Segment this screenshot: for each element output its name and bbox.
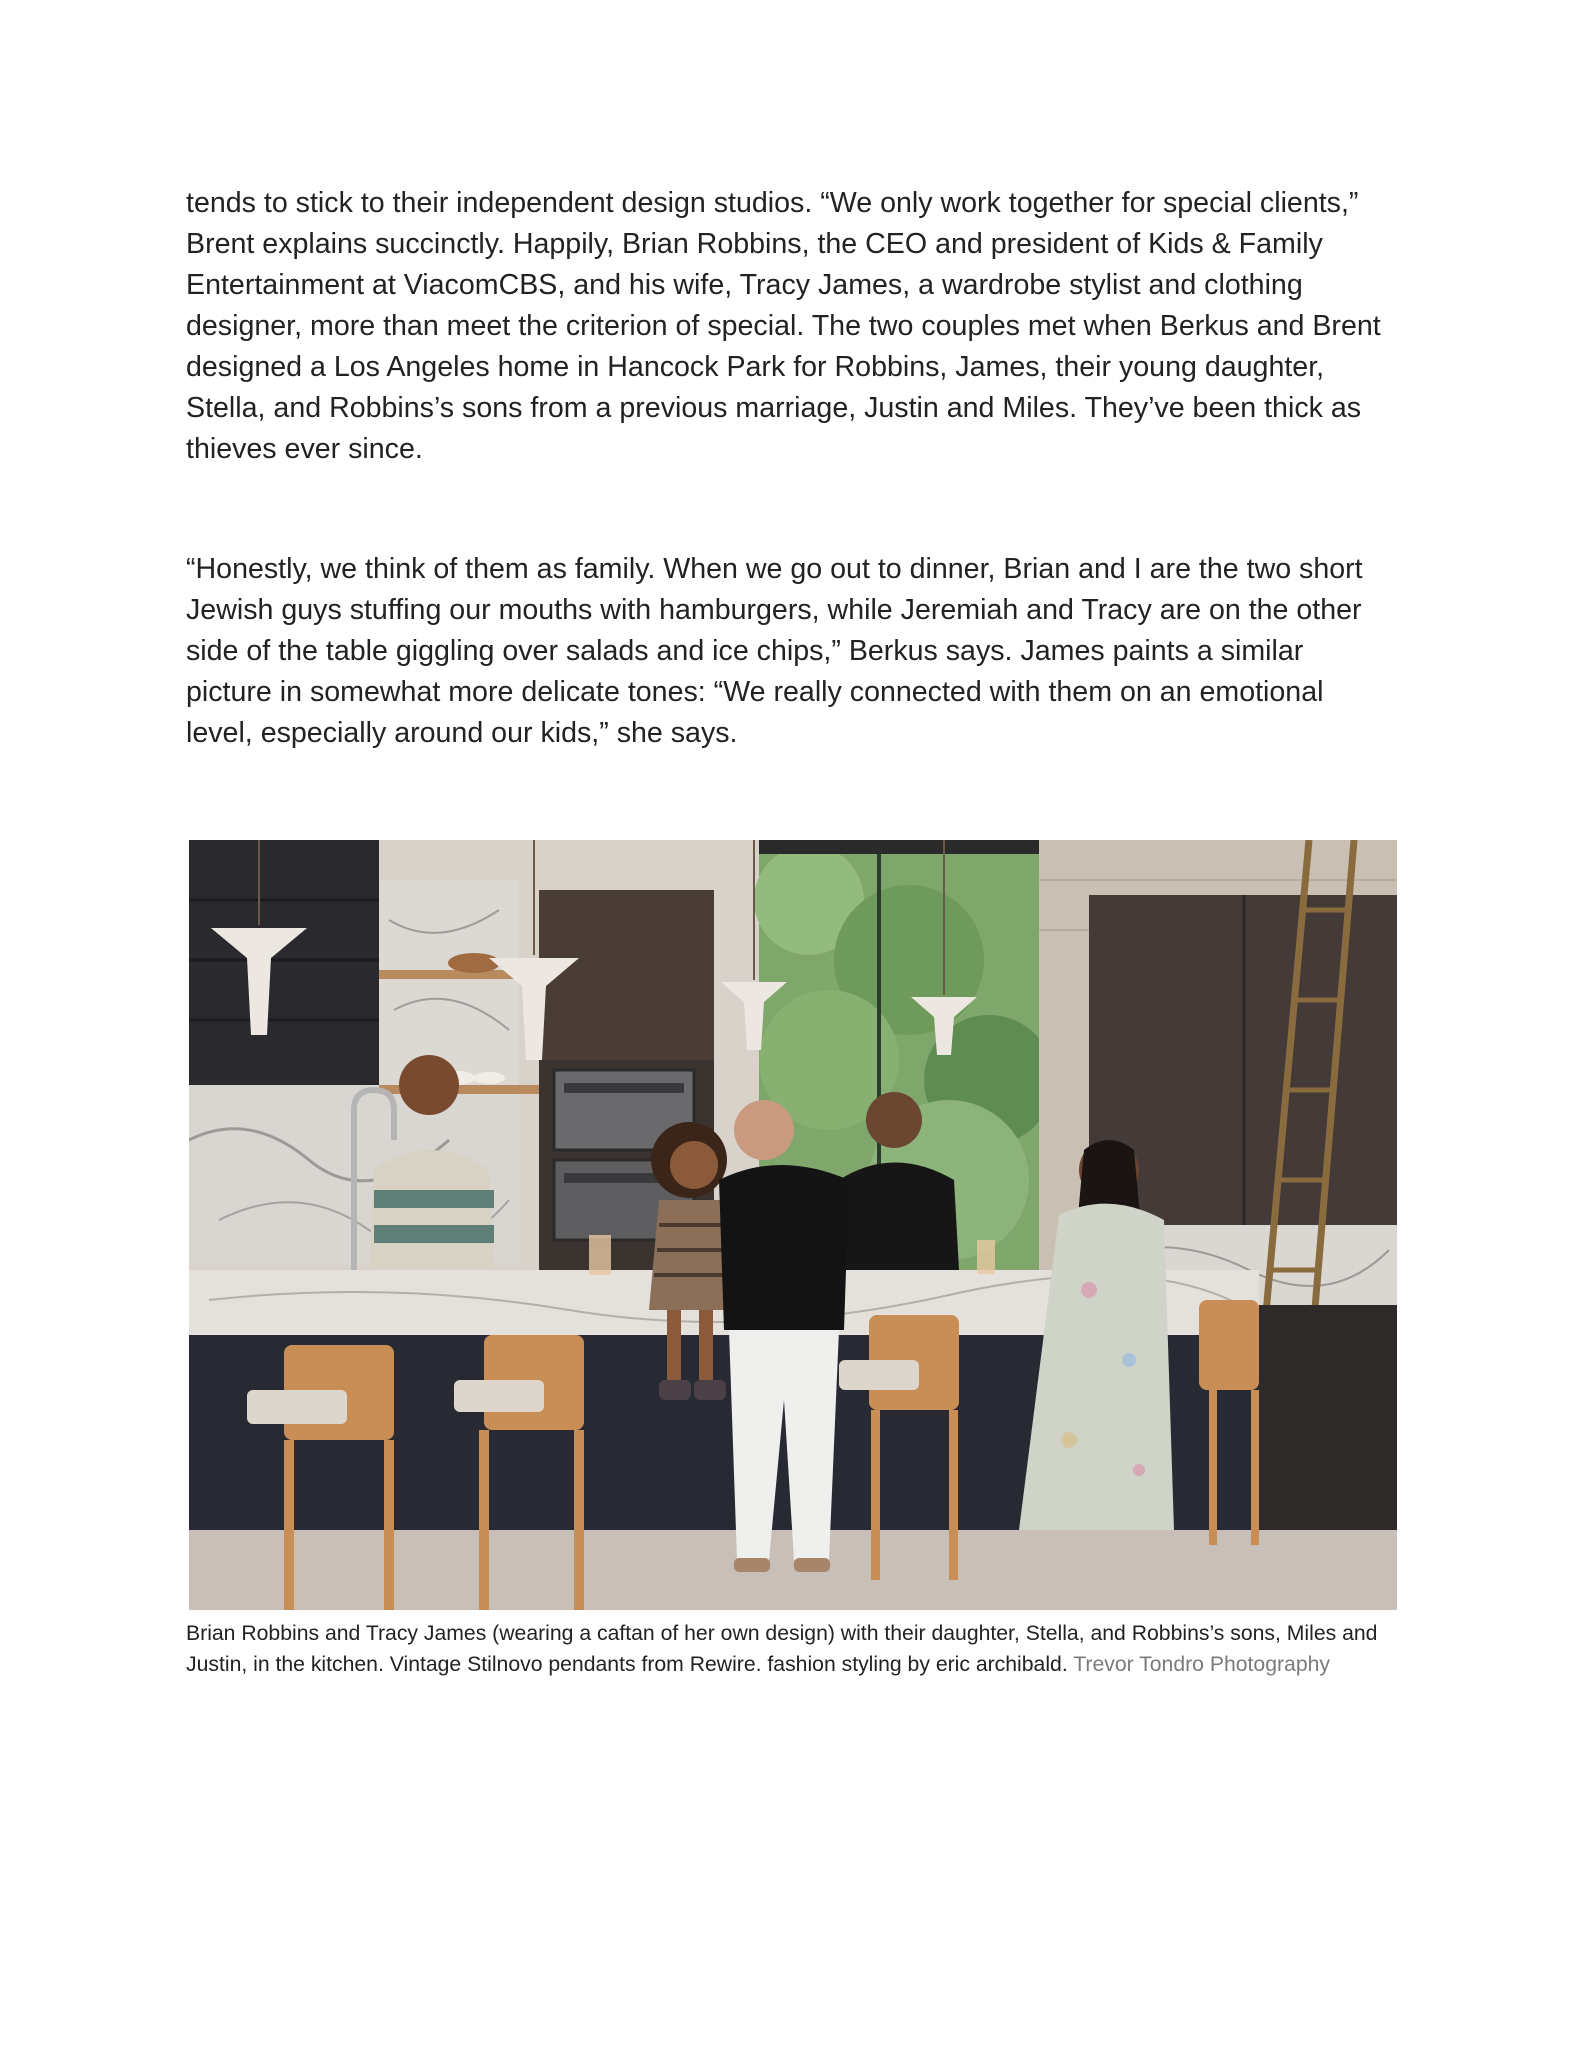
photo-credit: Trevor Tondro Photography xyxy=(1073,1653,1330,1676)
kitchen-photo xyxy=(189,840,1397,1610)
photo-caption xyxy=(186,1618,1401,1680)
caption-text: Brian Robbins and Tracy James (wearing a caftan of her own design) with their daughter, Stella, and Robbins’s sons, Miles and Justin, in the kitchen. Vintage Stilnovo pendants from Rewire. fashion styling by eric archibald. xyxy=(186,1622,1378,1676)
body-paragraph-2: “Honestly, we think of them as family. When we go out to dinner, Brian and I are the two short Jewish guys stuffing our mouths with hamburgers, while Jeremiah and Tracy are on the other side of the table giggling over salads and ice chips,” Berkus says. James paints a similar picture in somewhat more delicate tones: “We really connected with them on an emotional level, especially around our kids,” she says. xyxy=(186,553,1363,749)
body-paragraph-1: tends to stick to their independent design studios. “We only work together for special clients,” Brent explains succinctly. Happily, Brian Robbins, the CEO and president of Kids & Family Entertainment at ViacomCBS, and his wife, Tracy James, a wardrobe stylist and clothing designer, more than meet the criterion of special. The two couples met when Berkus and Brent designed a Los Angeles home in Hancock Park for Robbins, James, their young daughter, Stella, and Robbins’s sons from a previous marriage, Justin and Miles. They’ve been thick as thieves ever since. xyxy=(186,187,1381,465)
